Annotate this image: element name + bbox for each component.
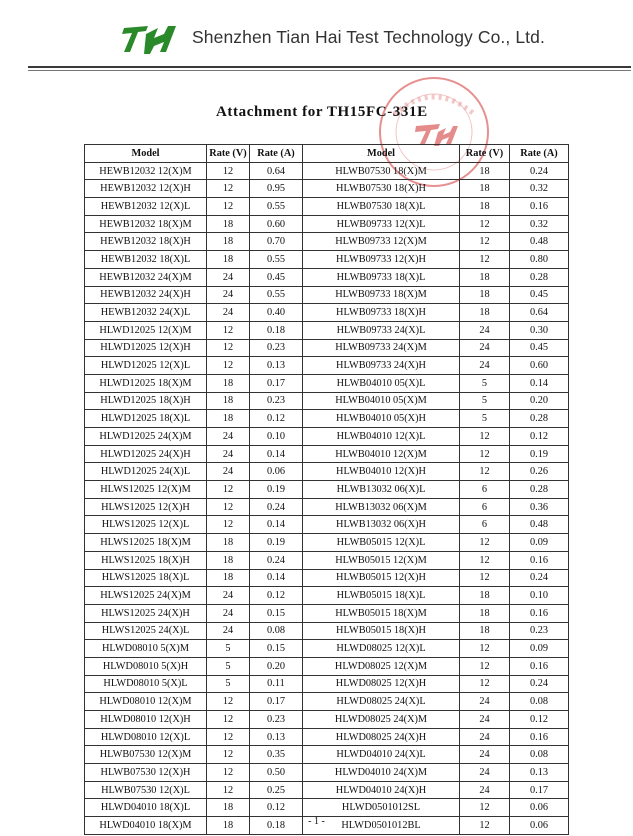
rate-v-cell-2: 12 (460, 233, 510, 251)
header-rule (28, 66, 631, 68)
rate-v-cell: 24 (207, 463, 250, 481)
table-row (85, 392, 569, 410)
model-cell: HEWB12032 24(X)H (85, 286, 207, 304)
model-cell: HLWD12025 24(X)L (85, 463, 207, 481)
rate-a-cell-2: 0.16 (510, 198, 569, 216)
rate-v-cell: 18 (207, 534, 250, 552)
rate-a-cell-2: 0.16 (510, 657, 569, 675)
table-row (85, 428, 569, 446)
page-number: - 1 - (308, 816, 325, 827)
table-row (85, 215, 569, 233)
rate-a-cell-2: 0.08 (510, 746, 569, 764)
rate-a-cell: 0.55 (250, 198, 303, 216)
rate-v-cell-2: 5 (460, 374, 510, 392)
table-row (85, 481, 569, 499)
rate-a-cell-2: 0.80 (510, 251, 569, 269)
model-cell-2: HLWD08025 24(X)H (303, 728, 460, 746)
table-row (85, 162, 569, 180)
model-cell: HEWB12032 18(X)M (85, 215, 207, 233)
rate-a-cell-2: 0.48 (510, 233, 569, 251)
table-row (85, 622, 569, 640)
rate-v-cell: 5 (207, 640, 250, 658)
rate-v-cell-2: 12 (460, 675, 510, 693)
model-cell-2: HLWD04010 24(X)M (303, 764, 460, 782)
rate-v-cell: 12 (207, 711, 250, 729)
rate-v-cell: 12 (207, 180, 250, 198)
model-cell-2: HLWB13032 06(X)M (303, 498, 460, 516)
model-cell: HEWB12032 12(X)H (85, 180, 207, 198)
rate-v-cell-2: 18 (460, 286, 510, 304)
model-cell-2: HLWD08025 12(X)H (303, 675, 460, 693)
rate-a-cell-2: 0.45 (510, 339, 569, 357)
model-cell: HLWD12025 18(X)L (85, 410, 207, 428)
model-cell-2: HLWB05015 12(X)M (303, 551, 460, 569)
rate-v-cell-2: 6 (460, 481, 510, 499)
model-cell-2: HLWB05015 12(X)L (303, 534, 460, 552)
rate-v-cell-2: 24 (460, 339, 510, 357)
model-cell: HLWD12025 12(X)M (85, 321, 207, 339)
rate-a-cell-2: 0.12 (510, 428, 569, 446)
model-cell-2: HLWB05015 18(X)M (303, 604, 460, 622)
model-cell: HLWS12025 12(X)H (85, 498, 207, 516)
col-header-rate-v-2: Rate (V) (460, 145, 510, 163)
model-cell-2: HLWB13032 06(X)H (303, 516, 460, 534)
model-cell-2: HLWD08025 24(X)L (303, 693, 460, 711)
rate-a-cell: 0.23 (250, 392, 303, 410)
rate-v-cell-2: 18 (460, 304, 510, 322)
rate-a-cell-2: 0.12 (510, 711, 569, 729)
col-header-rate-v: Rate (V) (207, 145, 250, 163)
rate-a-cell: 0.15 (250, 640, 303, 658)
rate-a-cell: 0.25 (250, 781, 303, 799)
rate-v-cell: 12 (207, 516, 250, 534)
rate-a-cell: 0.18 (250, 817, 303, 835)
rate-v-cell-2: 24 (460, 781, 510, 799)
rate-v-cell-2: 24 (460, 764, 510, 782)
rate-v-cell: 24 (207, 286, 250, 304)
rate-v-cell-2: 12 (460, 534, 510, 552)
model-cell: HLWD12025 24(X)M (85, 428, 207, 446)
rate-v-cell: 12 (207, 781, 250, 799)
rate-v-cell: 5 (207, 675, 250, 693)
model-cell: HLWD08010 5(X)L (85, 675, 207, 693)
rate-a-cell-2: 0.28 (510, 481, 569, 499)
rate-v-cell-2: 12 (460, 551, 510, 569)
table-row (85, 604, 569, 622)
model-cell: HLWD12025 12(X)L (85, 357, 207, 375)
rate-a-cell: 0.64 (250, 162, 303, 180)
model-cell: HEWB12032 18(X)H (85, 233, 207, 251)
rate-v-cell-2: 24 (460, 746, 510, 764)
rate-v-cell: 5 (207, 657, 250, 675)
model-cell-2: HLWB09733 24(X)M (303, 339, 460, 357)
rate-v-cell-2: 12 (460, 817, 510, 835)
table-row (85, 251, 569, 269)
rate-a-cell-2: 0.36 (510, 498, 569, 516)
company-name: Shenzhen Tian Hai Test Technology Co., Ltd. (192, 27, 545, 47)
rate-a-cell-2: 0.16 (510, 728, 569, 746)
rate-a-cell: 0.55 (250, 286, 303, 304)
model-cell-2: HLWB05015 18(X)L (303, 587, 460, 605)
rate-v-cell: 12 (207, 693, 250, 711)
table-row (85, 799, 569, 817)
rate-v-cell-2: 24 (460, 321, 510, 339)
model-cell-2: HLWD08025 12(X)M (303, 657, 460, 675)
model-cell: HLWD08010 5(X)M (85, 640, 207, 658)
table-row (85, 657, 569, 675)
table-row (85, 198, 569, 216)
model-cell-2: HLWD04010 24(X)L (303, 746, 460, 764)
rate-v-cell: 18 (207, 551, 250, 569)
rate-a-cell: 0.14 (250, 516, 303, 534)
rate-a-cell-2: 0.17 (510, 781, 569, 799)
rate-a-cell-2: 0.26 (510, 463, 569, 481)
table-row (85, 374, 569, 392)
rate-v-cell: 24 (207, 604, 250, 622)
rate-a-cell: 0.20 (250, 657, 303, 675)
col-header-rate-a: Rate (A) (250, 145, 303, 163)
rate-v-cell: 18 (207, 374, 250, 392)
rate-a-cell-2: 0.24 (510, 569, 569, 587)
rate-v-cell: 12 (207, 746, 250, 764)
rate-a-cell-2: 0.14 (510, 374, 569, 392)
rate-a-cell-2: 0.45 (510, 286, 569, 304)
table-row (85, 445, 569, 463)
rate-v-cell-2: 24 (460, 711, 510, 729)
model-cell-2: HLWB04010 12(X)H (303, 463, 460, 481)
rate-v-cell-2: 18 (460, 180, 510, 198)
rate-a-cell-2: 0.64 (510, 304, 569, 322)
rate-a-cell: 0.19 (250, 534, 303, 552)
table-header-row (85, 145, 569, 163)
table-row (85, 764, 569, 782)
table-row (85, 357, 569, 375)
model-cell-2: HLWD0501012SL (303, 799, 460, 817)
rate-a-cell-2: 0.16 (510, 551, 569, 569)
rate-v-cell: 18 (207, 569, 250, 587)
rate-v-cell: 18 (207, 215, 250, 233)
model-cell: HLWD12025 18(X)H (85, 392, 207, 410)
table-row (85, 551, 569, 569)
rate-v-cell-2: 18 (460, 622, 510, 640)
rate-v-cell: 12 (207, 481, 250, 499)
table-row (85, 498, 569, 516)
rate-a-cell: 0.95 (250, 180, 303, 198)
rate-a-cell-2: 0.16 (510, 604, 569, 622)
rate-a-cell: 0.24 (250, 551, 303, 569)
rate-a-cell-2: 0.24 (510, 675, 569, 693)
model-cell: HLWD12025 18(X)M (85, 374, 207, 392)
table-row (85, 587, 569, 605)
model-cell-2: HLWB04010 05(X)M (303, 392, 460, 410)
rate-a-cell-2: 0.48 (510, 516, 569, 534)
rate-a-cell: 0.11 (250, 675, 303, 693)
rate-v-cell: 12 (207, 162, 250, 180)
rate-v-cell: 24 (207, 428, 250, 446)
rate-a-cell: 0.10 (250, 428, 303, 446)
rate-a-cell-2: 0.60 (510, 357, 569, 375)
rate-a-cell-2: 0.24 (510, 162, 569, 180)
rate-a-cell-2: 0.13 (510, 764, 569, 782)
rate-v-cell-2: 12 (460, 445, 510, 463)
rate-v-cell-2: 12 (460, 657, 510, 675)
rate-v-cell-2: 18 (460, 587, 510, 605)
rate-v-cell: 12 (207, 321, 250, 339)
rate-a-cell-2: 0.32 (510, 180, 569, 198)
rate-a-cell-2: 0.08 (510, 693, 569, 711)
rate-a-cell: 0.17 (250, 693, 303, 711)
model-cell-2: HLWB09733 12(X)H (303, 251, 460, 269)
table-row (85, 268, 569, 286)
model-cell: HEWB12032 12(X)M (85, 162, 207, 180)
rate-a-cell-2: 0.28 (510, 268, 569, 286)
col-header-rate-a-2: Rate (A) (510, 145, 569, 163)
model-cell-2: HLWB04010 12(X)L (303, 428, 460, 446)
col-header-model: Model (85, 145, 207, 163)
table-body (85, 162, 569, 834)
rate-v-cell-2: 5 (460, 392, 510, 410)
table-row (85, 746, 569, 764)
rate-a-cell: 0.14 (250, 569, 303, 587)
model-cell: HLWD04010 18(X)L (85, 799, 207, 817)
table-row (85, 534, 569, 552)
rate-a-cell: 0.23 (250, 711, 303, 729)
rate-a-cell: 0.13 (250, 357, 303, 375)
rate-v-cell: 12 (207, 764, 250, 782)
model-cell-2: HLWB13032 06(X)L (303, 481, 460, 499)
rate-a-cell-2: 0.30 (510, 321, 569, 339)
model-cell-2: HLWD0501012BL (303, 817, 460, 835)
rate-a-cell: 0.24 (250, 498, 303, 516)
model-cell: HLWS12025 12(X)L (85, 516, 207, 534)
company-logo-icon (118, 22, 180, 56)
rate-a-cell: 0.35 (250, 746, 303, 764)
rate-v-cell: 24 (207, 587, 250, 605)
rate-a-cell-2: 0.23 (510, 622, 569, 640)
rate-v-cell: 12 (207, 339, 250, 357)
rate-a-cell: 0.15 (250, 604, 303, 622)
col-header-model-2: Model (303, 145, 460, 163)
model-cell: HEWB12032 24(X)M (85, 268, 207, 286)
rate-a-cell-2: 0.32 (510, 215, 569, 233)
rate-v-cell: 18 (207, 410, 250, 428)
table-row (85, 463, 569, 481)
model-cell-2: HLWB09733 18(X)M (303, 286, 460, 304)
table-row (85, 286, 569, 304)
model-cell: HLWS12025 18(X)L (85, 569, 207, 587)
rate-v-cell: 12 (207, 198, 250, 216)
table-row (85, 675, 569, 693)
model-cell: HEWB12032 12(X)L (85, 198, 207, 216)
model-cell-2: HLWB09733 18(X)H (303, 304, 460, 322)
rate-v-cell-2: 12 (460, 215, 510, 233)
rate-a-cell: 0.06 (250, 463, 303, 481)
document-title: Attachment for TH15FC-331E (216, 104, 428, 120)
rate-a-cell: 0.50 (250, 764, 303, 782)
rate-a-cell: 0.55 (250, 251, 303, 269)
rate-a-cell: 0.40 (250, 304, 303, 322)
rate-v-cell-2: 18 (460, 162, 510, 180)
rate-v-cell: 24 (207, 622, 250, 640)
model-cell-2: HLWB09733 18(X)L (303, 268, 460, 286)
model-cell-2: HLWD08025 24(X)M (303, 711, 460, 729)
model-cell-2: HLWB07530 18(X)H (303, 180, 460, 198)
rate-v-cell-2: 12 (460, 799, 510, 817)
rate-v-cell: 18 (207, 817, 250, 835)
rate-a-cell-2: 0.28 (510, 410, 569, 428)
rate-a-cell: 0.19 (250, 481, 303, 499)
table-row (85, 304, 569, 322)
table-row (85, 569, 569, 587)
rate-v-cell-2: 12 (460, 463, 510, 481)
rate-v-cell-2: 24 (460, 357, 510, 375)
model-cell: HLWS12025 18(X)M (85, 534, 207, 552)
rate-v-cell: 18 (207, 233, 250, 251)
model-cell: HLWB07530 12(X)L (85, 781, 207, 799)
rate-a-cell: 0.18 (250, 321, 303, 339)
rate-a-cell: 0.12 (250, 410, 303, 428)
rate-v-cell: 18 (207, 799, 250, 817)
rate-a-cell: 0.70 (250, 233, 303, 251)
rate-v-cell-2: 18 (460, 604, 510, 622)
letterhead (0, 0, 633, 70)
rate-v-cell: 12 (207, 498, 250, 516)
rate-v-cell-2: 12 (460, 569, 510, 587)
table-row (85, 233, 569, 251)
model-cell: HLWD12025 12(X)H (85, 339, 207, 357)
rate-v-cell-2: 18 (460, 268, 510, 286)
rate-v-cell-2: 18 (460, 198, 510, 216)
rate-v-cell-2: 12 (460, 640, 510, 658)
model-cell: HLWD08010 5(X)H (85, 657, 207, 675)
model-cell: HLWS12025 24(X)M (85, 587, 207, 605)
model-cell-2: HLWD04010 24(X)H (303, 781, 460, 799)
model-cell: HLWB07530 12(X)H (85, 764, 207, 782)
model-cell-2: HLWB05015 12(X)H (303, 569, 460, 587)
model-cell-2: HLWB05015 18(X)H (303, 622, 460, 640)
rate-a-cell-2: 0.06 (510, 799, 569, 817)
rating-table (84, 144, 569, 835)
rate-v-cell-2: 6 (460, 516, 510, 534)
rate-v-cell: 24 (207, 304, 250, 322)
table-row (85, 516, 569, 534)
model-cell-2: HLWD08025 12(X)L (303, 640, 460, 658)
table-row (85, 321, 569, 339)
rate-a-cell-2: 0.09 (510, 640, 569, 658)
table-row (85, 728, 569, 746)
table-row (85, 410, 569, 428)
model-cell-2: HLWB04010 05(X)L (303, 374, 460, 392)
rate-v-cell: 24 (207, 445, 250, 463)
rate-a-cell-2: 0.09 (510, 534, 569, 552)
model-cell-2: HLWB07530 18(X)M (303, 162, 460, 180)
table-row (85, 339, 569, 357)
model-cell: HLWS12025 18(X)H (85, 551, 207, 569)
rate-a-cell: 0.45 (250, 268, 303, 286)
model-cell: HEWB12032 24(X)L (85, 304, 207, 322)
table-row (85, 781, 569, 799)
rate-v-cell-2: 24 (460, 693, 510, 711)
rate-a-cell-2: 0.06 (510, 817, 569, 835)
model-cell: HLWD08010 12(X)M (85, 693, 207, 711)
model-cell: HLWB07530 12(X)M (85, 746, 207, 764)
rate-v-cell-2: 12 (460, 251, 510, 269)
rate-v-cell: 12 (207, 357, 250, 375)
model-cell-2: HLWB09733 12(X)M (303, 233, 460, 251)
model-cell-2: HLWB07530 18(X)L (303, 198, 460, 216)
rate-v-cell-2: 24 (460, 728, 510, 746)
model-cell: HLWS12025 24(X)H (85, 604, 207, 622)
model-cell: HLWD12025 24(X)H (85, 445, 207, 463)
rate-v-cell-2: 5 (460, 410, 510, 428)
model-cell-2: HLWB09733 24(X)H (303, 357, 460, 375)
rate-a-cell: 0.12 (250, 799, 303, 817)
rate-a-cell: 0.13 (250, 728, 303, 746)
rate-a-cell: 0.23 (250, 339, 303, 357)
rate-v-cell: 24 (207, 268, 250, 286)
rate-a-cell-2: 0.19 (510, 445, 569, 463)
model-cell: HLWD08010 12(X)H (85, 711, 207, 729)
rate-v-cell: 12 (207, 728, 250, 746)
header-rule-thin (28, 70, 631, 71)
rate-a-cell-2: 0.10 (510, 587, 569, 605)
model-cell: HLWD04010 18(X)M (85, 817, 207, 835)
table-row (85, 640, 569, 658)
rate-v-cell: 18 (207, 392, 250, 410)
model-cell-2: HLWB09733 24(X)L (303, 321, 460, 339)
model-cell-2: HLWB04010 05(X)H (303, 410, 460, 428)
rate-a-cell: 0.60 (250, 215, 303, 233)
rate-v-cell-2: 6 (460, 498, 510, 516)
rate-v-cell: 18 (207, 251, 250, 269)
table-row (85, 180, 569, 198)
rate-a-cell: 0.08 (250, 622, 303, 640)
rate-a-cell: 0.12 (250, 587, 303, 605)
rate-a-cell-2: 0.20 (510, 392, 569, 410)
model-cell-2: HLWB09733 12(X)L (303, 215, 460, 233)
table-row (85, 711, 569, 729)
model-cell: HLWS12025 24(X)L (85, 622, 207, 640)
model-cell: HEWB12032 18(X)L (85, 251, 207, 269)
rate-a-cell: 0.14 (250, 445, 303, 463)
model-cell: HLWD08010 12(X)L (85, 728, 207, 746)
model-cell: HLWS12025 12(X)M (85, 481, 207, 499)
rate-v-cell-2: 12 (460, 428, 510, 446)
rate-a-cell: 0.17 (250, 374, 303, 392)
model-cell-2: HLWB04010 12(X)M (303, 445, 460, 463)
table-row (85, 693, 569, 711)
